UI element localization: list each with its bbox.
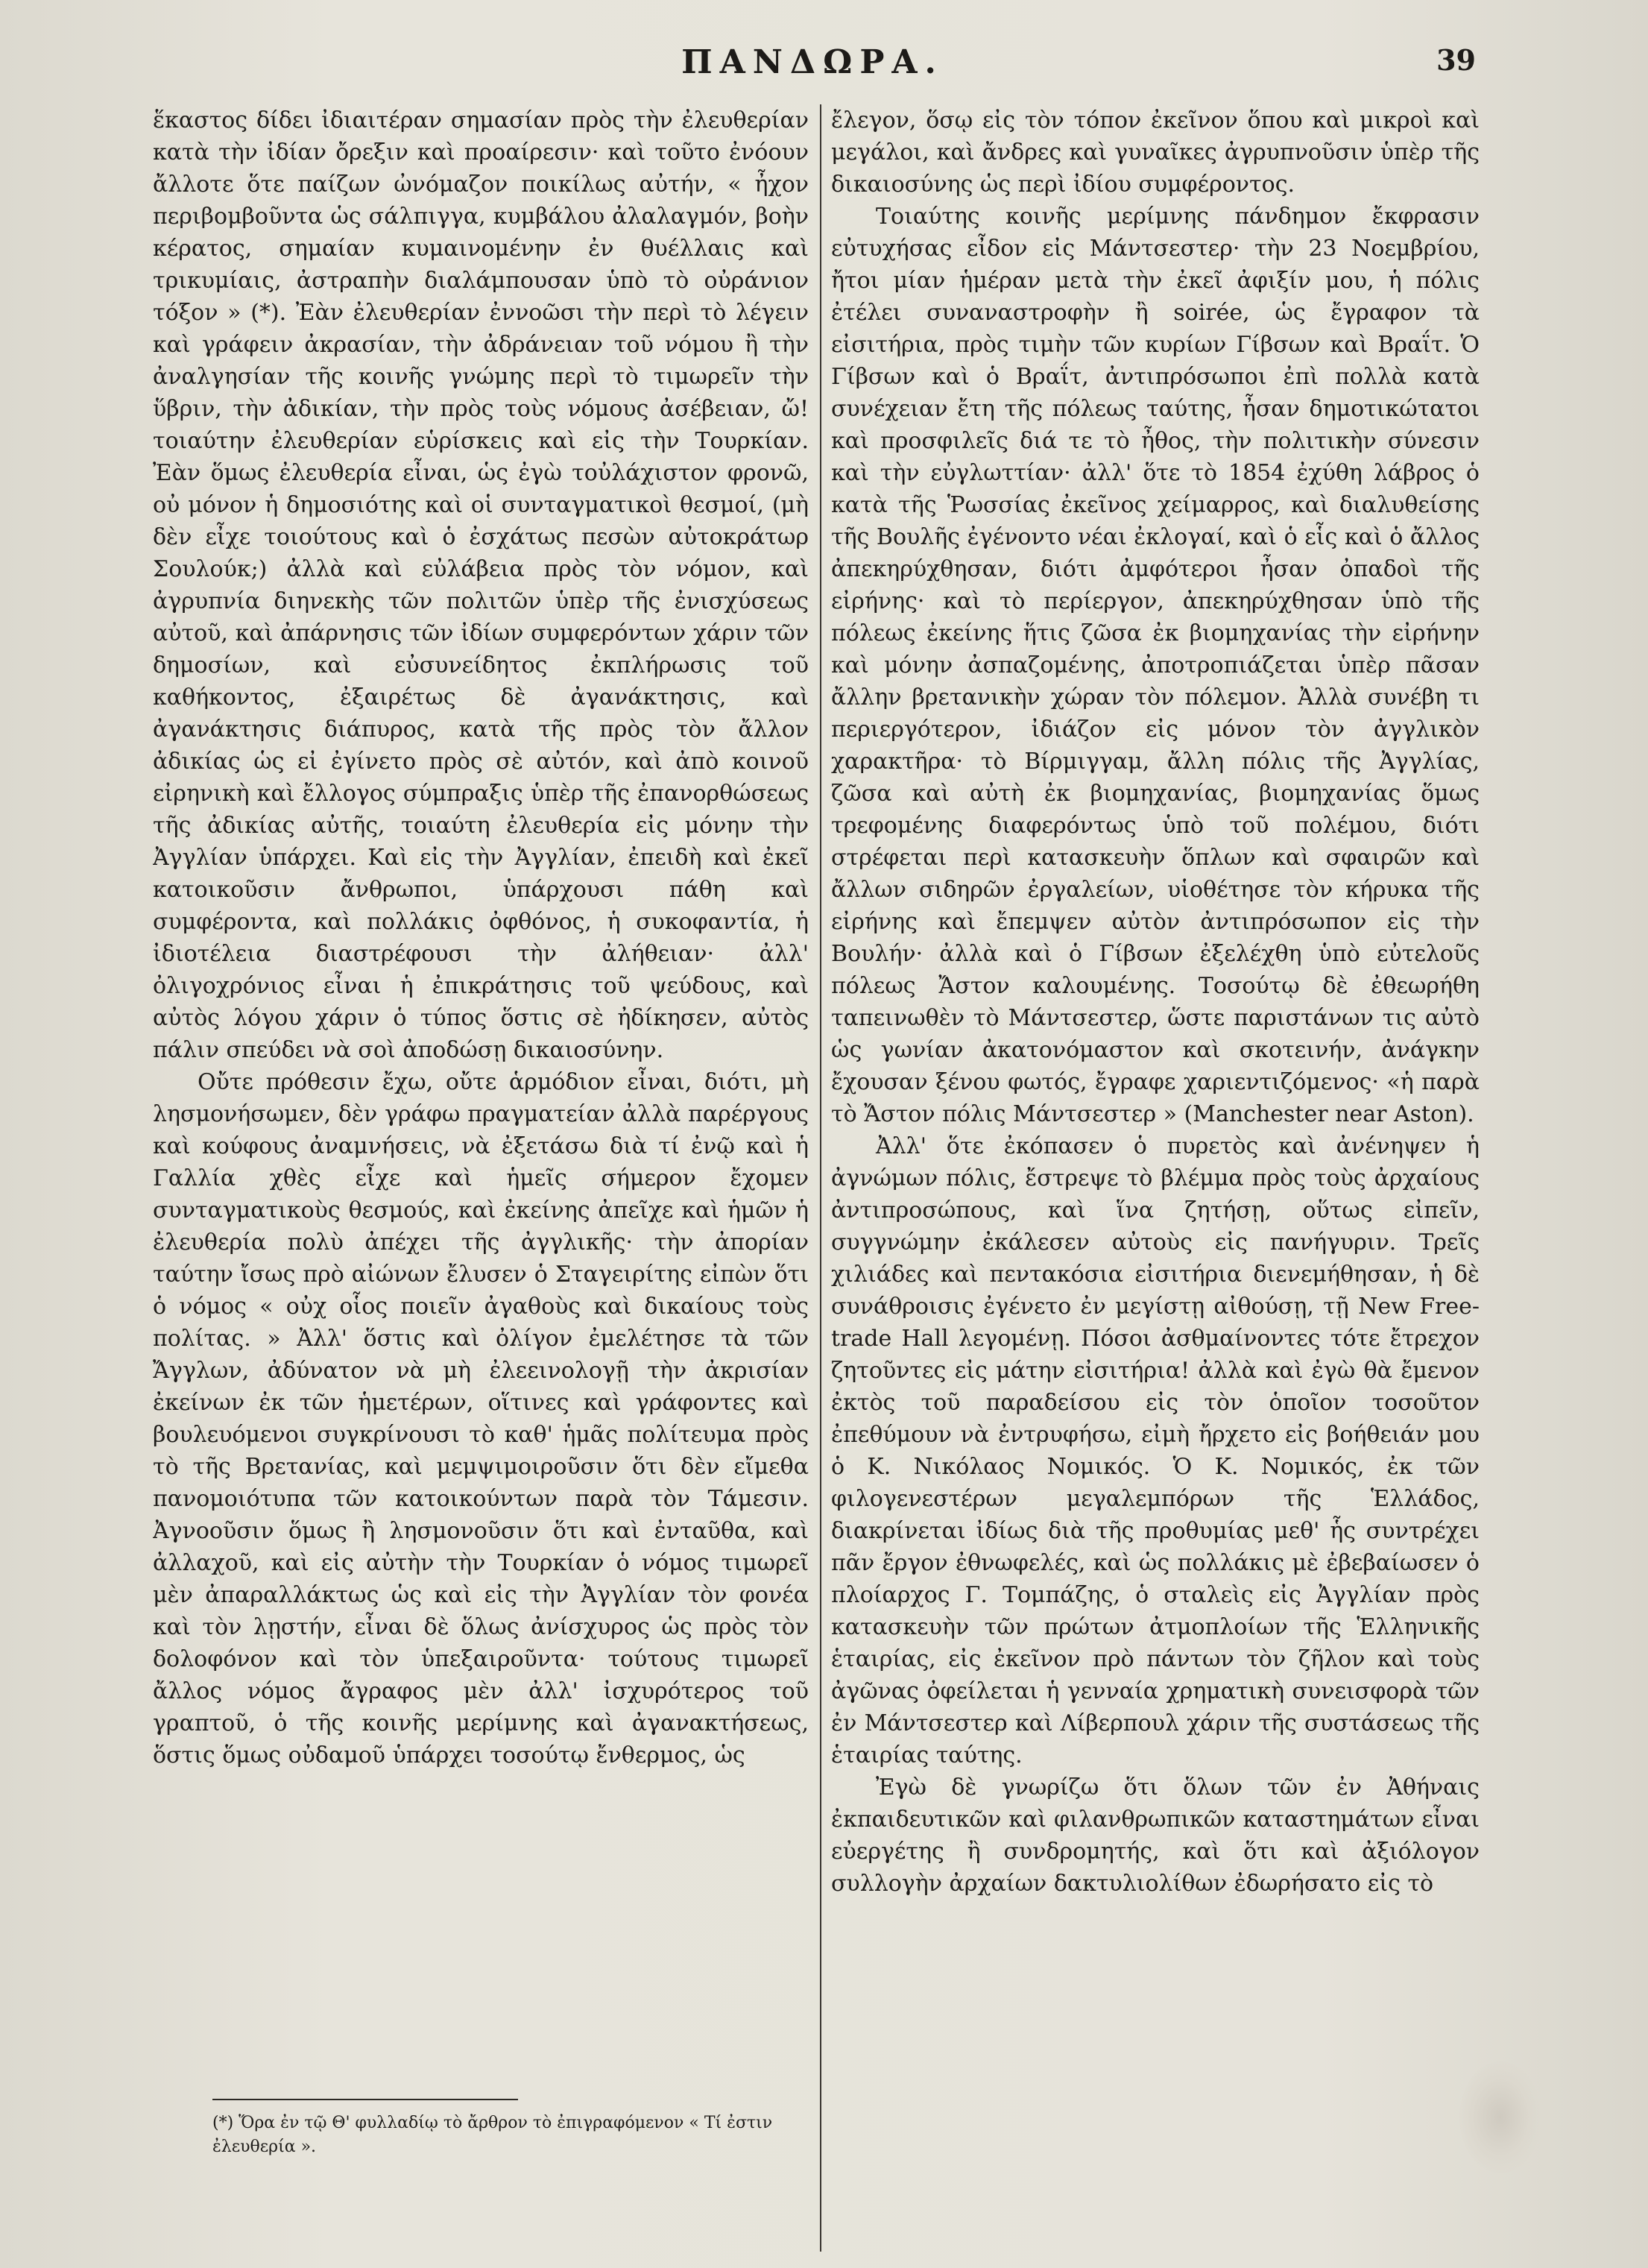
right-column [831, 104, 1480, 2252]
right-paragraph-2: Τοιαύτης κοινῆς μερίμνης πάνδημον ἔκφρασιν εὐτυχήσας εἶδον εἰς Μάντσεστερ· τὴν 23 Νοεμβρίου, ἤτοι μίαν ἡμέραν μετὰ τὴν ἐκεῖ ἀφιξίν μου, ἡ πόλις ἐτέλει συναναστροφὴν ἢ soirée, ὡς ἔγραφον τὰ εἰσιτήρια, πρὸς τιμὴν τῶν κυρίων Γίβσων καὶ Βραΐτ. Ὁ Γίβσων καὶ ὁ Βραΐτ, ἀντιπρόσωποι ἐπὶ πολλὰ κατὰ συνέχειαν ἔτη τῆς πόλεως ταύτης, ἦσαν δημοτικώτατοι καὶ προσφιλεῖς διά τε τὸ ἦθος, τὴν πολιτικὴν σύνεσιν καὶ τὴν εὐγλωττίαν· ἀλλ' ὅτε τὸ 1854 ἐχύθη λάβρος ὁ κατὰ τῆς Ῥωσσίας ἐκεῖνος χείμαρρος, καὶ διαλυθείσης τῆς Βουλῆς ἐγένοντο νέαι ἐκλογαί, καὶ ὁ εἷς καὶ ὁ ἄλλος ἀπεκηρύχθησαν, διότι ἀμφότεροι ἦσαν ὀπαδοὶ τῆς εἰρήνης· καὶ τὸ περίεργον, ἀπεκηρύχθησαν ὑπὸ τῆς πόλεως ἐκείνης ἥτις ζῶσα ἐκ βιομηχανίας τὴν εἰρήνην καὶ μόνην ἀσπαζομένης, ἀποτροπιάζεται ὑπὲρ πᾶσαν ἄλλην βρετανικὴν χώραν τὸν πόλεμον. Ἀλλὰ συνέβη τι περιεργότερον, ἰδιάζον εἰς μόνον τὸν ἀγγλικὸν χαρακτῆρα· τὸ Βίρμιγγαμ, ἄλλη πόλις τῆς Ἀγγλίας, ζῶσα καὶ αὐτὴ ἐκ βιομηχανίας, βιομηχανίας ὅμως τρεφομένης διαφερόντως ὑπὸ τοῦ πολέμου, διότι στρέφεται περὶ κατασκευὴν ὅπλων καὶ σφαιρῶν καὶ ἄλλων σιδηρῶν ἐργαλείων, υἱοθέτησε τὸν κήρυκα τῆς εἰρήνης καὶ ἔπεμψεν αὐτὸν ἀντιπρόσωπον εἰς τὴν Βουλήν· ἀλλὰ καὶ ὁ Γίβσων ἐξελέχθη ὑπὸ εὐτελοῦς πόλεως Ἄστον καλουμένης. Τοσούτῳ δὲ ἐθεωρήθη ταπεινωθὲν τὸ Μάντσεστερ, ὥστε παριστάνων τις αὐτὸ ὡς γωνίαν ἀκατονόμαστον καὶ σκοτεινήν, ἀνάγκην ἔχουσαν ξένου φωτός, ἔγραφε χαριεντιζόμενος· «ἡ παρὰ τὸ Ἄστον πόλις Μάντσεστερ » (Manchester near Aston). [831, 204, 1480, 1127]
left-paragraph-1: ἕκαστος δίδει ἰδιαιτέραν σημασίαν πρὸς τὴν ἐλευθερίαν κατὰ τὴν ἰδίαν ὄρεξιν καὶ προαίρεσιν· καὶ τοῦτο ἐνόουν ἄλλοτε ὅτε παίζων ὠνόμαζον ποικίλως αὐτήν, « ἦχον περιβομβοῦντα ὡς σάλπιγγα, κυμβάλου ἀλαλαγμόν, βοὴν κέρατος, σημαίαν κυμαινομένην ἐν θυέλλαις καὶ τρικυμίαις, ἀστραπὴν διαλάμπουσαν ὑπὸ τὸ οὐράνιον τόξον » (*). Ἐὰν ἐλευθερίαν ἐννοῶσι τὴν περὶ τὸ λέγειν καὶ γράφειν ἀκρασίαν, τὴν ἀδράνειαν τοῦ νόμου ἢ τὴν ἀναλγησίαν τῆς κοινῆς γνώμης περὶ τὸ τιμωρεῖν τὴν ὕβριν, τὴν ἀδικίαν, τὴν πρὸς τοὺς νόμους ἀσέβειαν, ὤ! τοιαύτην ἐλευθερίαν εὑρίσκεις καὶ εἰς τὴν Τουρκίαν. Ἐὰν ὅμως ἐλευθερία εἶναι, ὡς ἐγὼ τοὐλάχιστον φρονῶ, οὐ μόνον ἡ δημοσιότης καὶ οἱ συνταγματικοὶ θεσμοί, (μὴ δὲν εἶχε τοιούτους καὶ ὁ ἐσχάτως πεσὼν αὐτοκράτωρ Σουλούκ;) ἀλλὰ καὶ εὐλάβεια πρὸς τὸν νόμον, καὶ ἀγρυπνία διηνεκὴς τῶν πολιτῶν ὑπὲρ τῆς ἐνισχύσεως αὐτοῦ, καὶ ἀπάρνησις τῶν ἰδίων συμφερόντων χάριν τῶν δημοσίων, καὶ εὐσυνείδητος ἐκπλήρωσις τοῦ καθήκοντος, ἐξαιρέτως δὲ ἀγανάκτησις, καὶ ἀγανάκτησις διάπυρος, κατὰ τῆς πρὸς τὸν ἄλλον ἀδικίας ὡς εἰ ἐγίνετο πρὸς σὲ αὐτόν, καὶ ἀπὸ κοινοῦ εἰρηνικὴ καὶ ἔλλογος σύμπραξις ὑπὲρ τῆς ἐπανορθώσεως τῆς ἀδικίας αὐτῆς, τοιαύτη ἐλευθερία εἰς μόνην τὴν Ἀγγλίαν ὑπάρχει. Καὶ εἰς τὴν Ἀγγλίαν, ἐπειδὴ καὶ ἐκεῖ κατοικοῦσιν ἄνθρωποι, ὑπάρχουσι πάθη καὶ συμφέροντα, καὶ πολλάκις ὀφθόνος, ἡ συκοφαντία, ἡ ἰδιοτέλεια διαστρέφουσι τὴν ἀλήθειαν· ἀλλ' ὀλιγοχρόνιος εἶναι ἡ ἐπικράτησις τοῦ ψεύδους, καὶ αὐτὸς λόγου χάριν ὁ τύπος ὅστις σὲ ἠδίκησεν, αὐτὸς πάλιν σπεύδει νὰ σοὶ ἀποδώσῃ δικαιοσύνην. [153, 107, 809, 1063]
column-divider [820, 104, 821, 2252]
running-head [0, 43, 1648, 95]
left-column [153, 104, 809, 2080]
footnote-rule [212, 2099, 518, 2100]
paper-stain [1459, 2061, 1541, 2173]
right-paragraph-3: Ἀλλ' ὅτε ἐκόπασεν ὁ πυρετὸς καὶ ἀνένηψεν ἡ ἀγνώμων πόλις, ἔστρεψε τὸ βλέμμα πρὸς τοὺς ἀρχαίους ἀντιπροσώπους, καὶ ἵνα ζητήσῃ, οὕτως εἰπεῖν, συγγνώμην ἐκάλεσεν αὐτοὺς εἰς πανήγυριν. Τρεῖς χιλιάδες καὶ πεντακόσια εἰσιτήρια διενεμήθησαν, ἡ δὲ συνάθροισις ἐγένετο ἐν μεγίστῃ αἰθούσῃ, τῇ New Free-trade Hall λεγομένῃ. Πόσοι ἀσθμαίνοντες τότε ἔτρεχον ζητοῦντες εἰς μάτην εἰσιτήρια! ἀλλὰ καὶ ἐγὼ θὰ ἔμενον ἐκτὸς τοῦ παραδείσου εἰς τὸν ὁποῖον τοσοῦτον ἐπεθύμουν νὰ ἐντρυφήσω, εἰμὴ ἤρχετο εἰς βοήθειάν μου ὁ Κ. Νικόλαος Νομικός. Ὁ Κ. Νομικός, ἐκ τῶν φιλογενεστέρων μεγαλεμπόρων τῆς Ἑλλάδος, διακρίνεται ἰδίως διὰ τῆς προθυμίας μεθ' ἧς συντρέχει πᾶν ἔργον ἐθνωφελές, καὶ ὡς πολλάκις μὲ ἐβεβαίωσεν ὁ πλοίαρχος Γ. Τομπάζης, ὁ σταλεὶς εἰς Ἀγγλίαν πρὸς κατασκευὴν τῶν πρώτων ἀτμοπλοίων τῆς Ἑλληνικῆς ἑταιρίας, εἰς ἐκεῖνον πρὸ πάντων τὸν ζῆλον καὶ τοὺς ἀγῶνας ὀφείλεται ἡ γενναία χρηματικὴ συνεισφορὰ τῶν ἐν Μάντσεστερ καὶ Λίβερπουλ χάριν τῆς συστάσεως τῆς ἑταιρίας ταύτης. [831, 1133, 1480, 1768]
page-number: 39 [1436, 43, 1476, 77]
right-paragraph-4: Ἐγὼ δὲ γνωρίζω ὅτι ὅλων τῶν ἐν Ἀθήναις ἐκπαιδευτικῶν καὶ φιλανθρωπικῶν καταστημάτων εἶναι εὐεργέτης ἢ συνδρομητής, καὶ ὅτι καὶ ἀξιόλογον συλλογὴν ἀρχαίων δακτυλιολίθων ἐδωρήσατο εἰς τὸ [831, 1774, 1480, 1897]
left-paragraph-2: Οὔτε πρόθεσιν ἔχω, οὔτε ἁρμόδιον εἶναι, διότι, μὴ λησμονήσωμεν, δὲν γράφω πραγματείαν ἀλλὰ παρέργους καὶ κούφους ἀναμνήσεις, νὰ ἐξετάσω διὰ τί ἐνῷ καὶ ἡ Γαλλία χθὲς εἶχε καὶ ἡμεῖς σήμερον ἔχομεν συνταγματικοὺς θεσμούς, καὶ ἐκείνης ἀπεῖχε καὶ ἡμῶν ἡ ἐλευθερία πολὺ ἀπέχει τῆς ἀγγλικῆς· τὴν ἀπορίαν ταύτην ἴσως πρὸ αἰώνων ἔλυσεν ὁ Σταγειρίτης εἰπὼν ὅτι ὁ νόμος « οὐχ οἷος ποιεῖν ἀγαθοὺς καὶ δικαίους τοὺς πολίτας. » Ἀλλ' ὅστις καὶ ὀλίγον ἐμελέτησε τὰ τῶν Ἄγγλων, ἀδύνατον νὰ μὴ ἐλεεινολογῇ τὴν ἀκρισίαν ἐκείνων ἐκ τῶν ἡμετέρων, οἵτινες καὶ γράφοντες καὶ βουλευόμενοι συγκρίνουσι τὸ καθ' ἡμᾶς πολίτευμα πρὸς τὸ τῆς Βρετανίας, καὶ μεμψιμοιροῦσιν ὅτι δὲν εἴμεθα πανομοιότυπα τῶν κατοικούντων παρὰ τὸν Τάμεσιν. Ἀγνοοῦσιν ὅμως ἢ λησμονοῦσιν ὅτι καὶ ἐνταῦθα, καὶ ἀλλαχοῦ, καὶ εἰς αὐτὴν τὴν Τουρκίαν ὁ νόμος τιμωρεῖ μὲν ἀπαραλλάκτως ὡς καὶ εἰς τὴν Ἀγγλίαν τὸν φονέα καὶ τὸν λῃστήν, εἶναι δὲ ὅλως ἀνίσχυρος ὡς πρὸς τὸν δολοφόνον καὶ τὸν ὑπεξαιροῦντα· τούτους τιμωρεῖ ἄλλος νόμος ἄγραφος μὲν ἀλλ' ἰσχυρότερος τοῦ γραπτοῦ, ὁ τῆς κοινῆς μερίμνης καὶ ἀγανακτήσεως, ὅστις ὅμως οὐδαμοῦ ὑπάρχει τοσούτῳ ἔνθερμος, ὡς [153, 1069, 809, 1768]
right-paragraph-1: ἔλεγον, ὅσῳ εἰς τὸν τόπον ἐκεῖνον ὅπου καὶ μικροὶ καὶ μεγάλοι, καὶ ἄνδρες καὶ γυναῖκες ἀγρυπνοῦσιν ὑπὲρ τῆς δικαιοσύνης ὡς περὶ ἰδίου συμφέροντος. [831, 107, 1480, 198]
page-title: ΠΑΝΔΩΡΑ. [681, 43, 944, 81]
footnote: (*) Ὅρα ἐν τῷ Θ' φυλλαδίῳ τὸ ἄρθρον τὸ ἐπιγραφόμενον « Τί ἐστιν ἐλευθερία ». [212, 2114, 773, 2156]
